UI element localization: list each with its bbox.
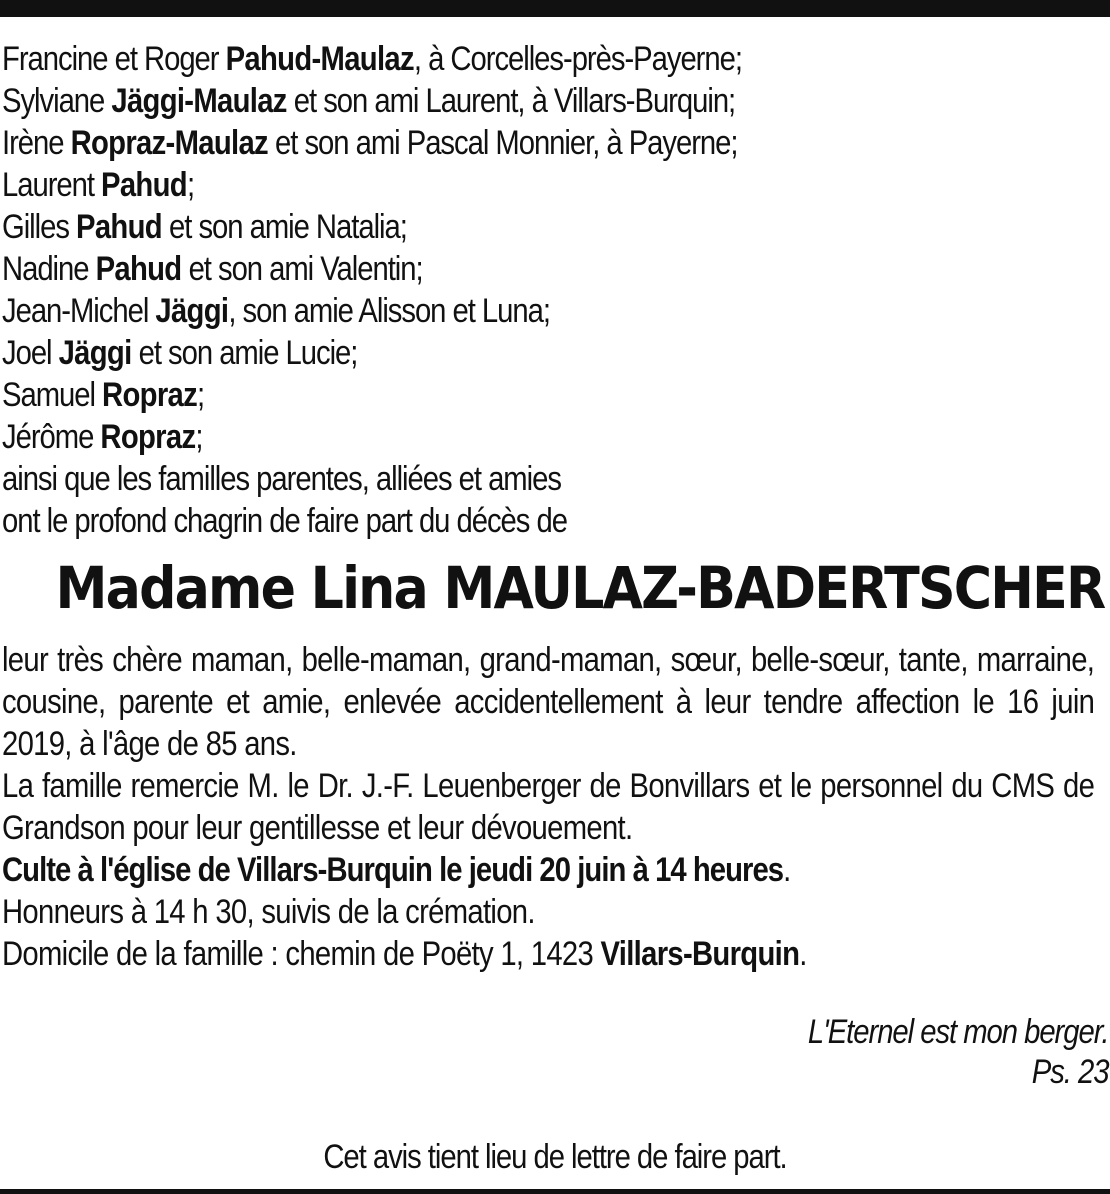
notice-line: Cet avis tient lieu de lettre de faire part. (323, 1138, 787, 1176)
deceased-name: Madame Lina MAULAZ-BADERTSCHER (55, 554, 1105, 622)
family-name: Jäggi (58, 334, 132, 372)
bible-verse (807, 1012, 1108, 1092)
announcement-body (2, 639, 1094, 975)
family-name: Pahud (95, 250, 182, 288)
service-line: Culte à l'église de Villars-Burquin le jeudi 20 juin à 14 heures. (2, 851, 791, 889)
thanks-paragraph: La famille remercie M. le Dr. J.-F. Leuenberger de Bonvillars et le personnel du CMS de Grandson pour leur gentillesse et leur dévouement. (2, 767, 1095, 847)
service-details: Culte à l'église de Villars-Burquin le jeudi 20 juin à 14 heures (2, 851, 784, 889)
family-name: Ropraz (102, 376, 198, 414)
honours-line: Honneurs à 14 h 30, suivis de la crémation. (2, 893, 535, 931)
family-name: Jäggi (155, 292, 229, 330)
family-name: Pahud (76, 208, 162, 246)
bottom-rule (0, 1189, 1110, 1194)
mourner-line: Jean-Michel Jäggi, son amie Alisson et Luna; (2, 292, 550, 330)
top-rule (0, 0, 1110, 17)
mourner-line: Joel Jäggi et son amie Lucie; (2, 334, 358, 372)
mourner-line: Laurent Pahud; (2, 166, 195, 204)
verse-text: L'Eternel est mon berger. (807, 1013, 1108, 1051)
relation-paragraph: leur très chère maman, belle-maman, grand-maman, sœur, belle-sœur, tante, marraine, cousine, parente et amie, enlevée accidentellement à leur tendre affection le 16 juin 2019, à l'âge de 85 ans. (2, 641, 1095, 763)
family-name: Ropraz-Maulaz (70, 124, 268, 162)
mourner-line: Sylviane Jäggi-Maulaz et son ami Laurent, à Villars-Burquin; (2, 82, 736, 120)
mourner-line: Jérôme Ropraz; (2, 418, 203, 456)
mourner-line: Gilles Pahud et son amie Natalia; (2, 208, 407, 246)
family-name: Ropraz (100, 418, 196, 456)
announcement-line: ont le profond chagrin de faire part du décès de (2, 502, 567, 540)
family-name: Jäggi-Maulaz (111, 82, 287, 120)
family-name: Pahud-Maulaz (225, 40, 414, 78)
mourner-line: Samuel Ropraz; (2, 376, 205, 414)
domicile-line: Domicile de la famille : chemin de Poëty 1, 1423 Villars-Burquin. (2, 935, 807, 973)
families-line: ainsi que les familles parentes, alliées et amies (2, 460, 561, 498)
mourners-list (2, 38, 1102, 542)
family-name: Pahud (101, 166, 187, 204)
mourner-line: Nadine Pahud et son ami Valentin; (2, 250, 423, 288)
mourner-line: Francine et Roger Pahud-Maulaz, à Corcelles-près-Payerne; (2, 40, 742, 78)
domicile-place: Villars-Burquin (600, 935, 800, 973)
verse-reference: Ps. 23 (1031, 1053, 1108, 1091)
mourner-line: Irène Ropraz-Maulaz et son ami Pascal Monnier, à Payerne; (2, 124, 738, 162)
